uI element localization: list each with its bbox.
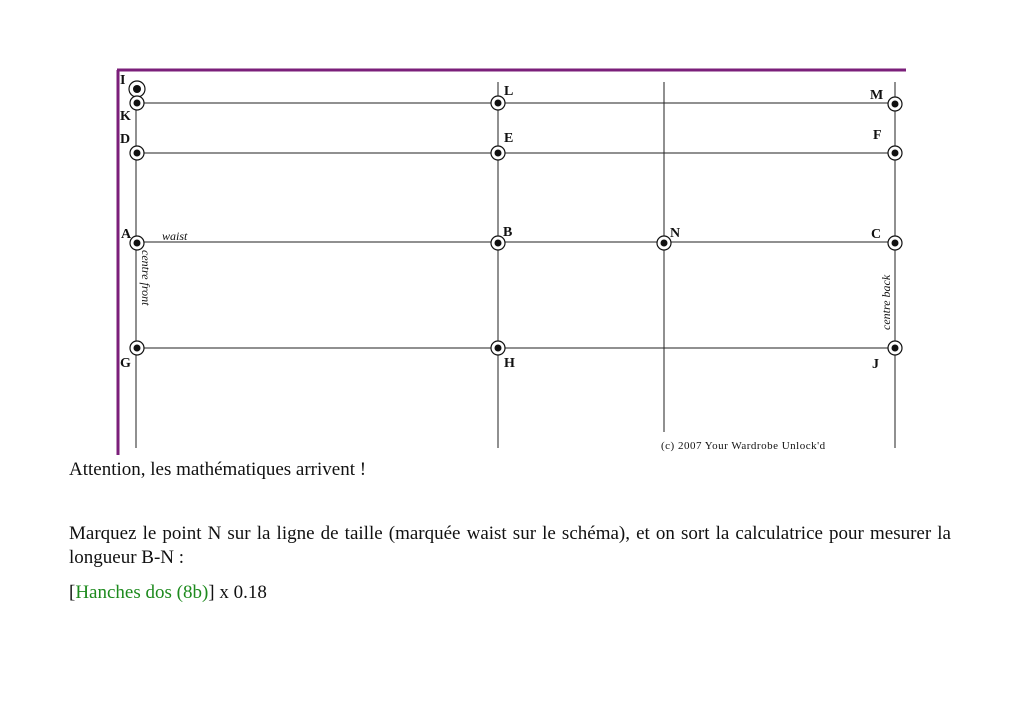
label-I: I bbox=[120, 73, 126, 88]
instruction-paragraph: Marquez le point N sur la ligne de taille (marquée waist sur le schéma), et on sort la calculatrice pour mesurer la longueur B-N : bbox=[69, 523, 951, 568]
label-H: H bbox=[504, 356, 515, 371]
label-B: B bbox=[503, 225, 513, 240]
copyright-notice: (c) 2007 Your Wardrobe Unlock'd bbox=[661, 440, 826, 452]
centre-back-label: centre back bbox=[879, 274, 893, 330]
formula-open-bracket: [ bbox=[69, 582, 76, 603]
measurement-reference-link[interactable]: Hanches dos (8b) bbox=[75, 582, 209, 603]
label-M: M bbox=[870, 88, 884, 103]
label-D: D bbox=[120, 132, 131, 147]
waist-label: waist bbox=[162, 229, 188, 243]
label-G: G bbox=[120, 356, 131, 371]
label-L: L bbox=[504, 84, 514, 99]
label-A: A bbox=[121, 227, 132, 242]
label-F: F bbox=[873, 128, 882, 143]
label-J: J bbox=[872, 357, 879, 372]
label-K: K bbox=[120, 109, 131, 124]
label-C: C bbox=[871, 227, 882, 242]
label-N: N bbox=[670, 226, 681, 241]
centre-front-label: centre front bbox=[139, 250, 153, 306]
formula-multiplier: ] x 0.18 bbox=[208, 582, 267, 603]
label-E: E bbox=[504, 131, 514, 146]
formula-line bbox=[69, 581, 951, 605]
intro-paragraph: Attention, les mathématiques arrivent ! bbox=[69, 459, 367, 480]
